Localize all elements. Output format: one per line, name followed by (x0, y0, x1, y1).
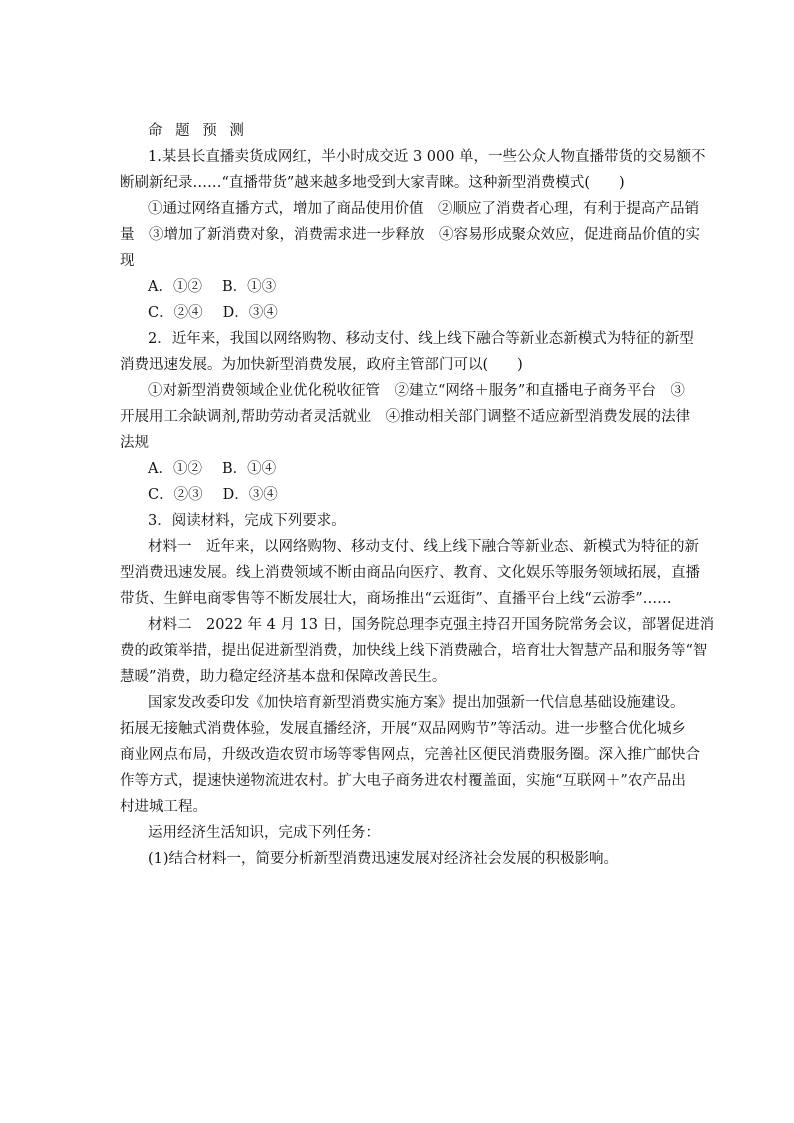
q3-material3-line-2: 拓展无接触式消费体验，发展直播经济，开展“双品网购节”等活动。进一步整合优化城乡 (120, 721, 686, 737)
q2-statement-line-1: ①对新型消费领域企业优化税收征管 ②建立“网络＋服务”和直播电子商务平台 ③ (148, 383, 685, 399)
q2-option-c: C．②③ (148, 487, 203, 503)
q1-option-b: B．①③ (221, 279, 277, 295)
q1-statement-line-2: 量 ③增加了新消费对象，消费需求进一步释放 ④容易形成聚众效应，促进商品价值的实 (120, 227, 700, 243)
q2-statement-line-2: 开展用工余缺调剂,帮助劳动者灵活就业 ④推动相关部门调整不适应新型消费发展的法律 (120, 409, 691, 425)
q3-material2-line-3: 慧暖”消费，助力稳定经济基本盘和保障改善民生。 (120, 669, 447, 685)
q2-option-row-1 (120, 456, 680, 482)
q2-statement-line-3: 法规 (120, 435, 149, 451)
q3-stem: 3．阅读材料，完成下列要求。 (148, 513, 346, 529)
q3-material1-line-3: 带货、生鲜电商零售等不断发展壮大，商场推出“云逛街”、直播平台上线“云游季”…… (120, 591, 672, 607)
q3-task-intro: 运用经济生活知识，完成下列任务： (148, 825, 380, 841)
q2-option-a: A．①② (148, 461, 202, 477)
q2-option-d: D．③④ (222, 487, 278, 503)
q2-stem-line-1: 2．近年来，我国以网络购物、移动支付、线上线下融合等新业态新模式为特征的新型 (148, 331, 694, 347)
q3-material1-line-1: 材料一 近年来，以网络购物、移动支付、线上线下融合等新业态、新模式为特征的新 (148, 539, 699, 555)
q1-option-row-2 (120, 300, 680, 326)
q2-option-b: B．①④ (221, 461, 277, 477)
q1-option-row-1 (120, 274, 680, 300)
q3-material2-line-2: 费的政策举措，提出促进新型消费，加快线上线下消费融合，培育壮大智慧产品和服务等“智 (120, 643, 708, 659)
q3-material3-line-4: 作等方式，提速快递物流进农村。扩大电子商务进农村覆盖面，实施“互联网＋”农产品出 (120, 773, 686, 789)
section-title: 命 题 预 测 (148, 123, 248, 139)
q1-option-a: A．①② (148, 279, 202, 295)
q1-stem-line-2: 断刷新纪录……“直播带货”越来越多地受到大家青睐。这种新型消费模式( ) (120, 175, 625, 191)
q3-task-1: (1)结合材料一，简要分析新型消费迅速发展对经济社会发展的积极影响。 (148, 851, 619, 867)
q2-option-row-2 (120, 482, 680, 508)
q2-stem-line-2: 消费迅速发展。为加快新型消费发展，政府主管部门可以( ) (120, 357, 523, 373)
q1-statement-line-3: 现 (120, 253, 135, 269)
q1-option-c: C．②④ (148, 305, 203, 321)
q3-material3-line-3: 商业网点布局，升级改造农贸市场等零售网点，完善社区便民消费服务圈。深入推广邮快合 (120, 747, 700, 763)
q1-statement-line-1: ①通过网络直播方式，增加了商品使用价值 ②顺应了消费者心理，有利于提高产品销 (148, 201, 699, 217)
q3-material2-line-1: 材料二 2022 年 4 月 13 日，国务院总理李克强主持召开国务院常务会议，部署促进消 (148, 617, 715, 633)
q3-material3-line-5: 村进城工程。 (120, 799, 207, 815)
q1-option-d: D．③④ (222, 305, 278, 321)
q3-material3-line-1: 国家发改委印发《加快培育新型消费实施方案》提出加强新一代信息基础设施建设。 (148, 695, 685, 711)
q1-stem-line-1: 1.某县长直播卖货成网红，半小时成交近 3 000 单，一些公众人物直播带货的交易额不 (148, 149, 706, 165)
document-content (120, 118, 715, 872)
q3-material1-line-2: 型消费迅速发展。线上消费领域不断由商品向医疗、教育、文化娱乐等服务领域拓展，直播 (120, 565, 700, 581)
